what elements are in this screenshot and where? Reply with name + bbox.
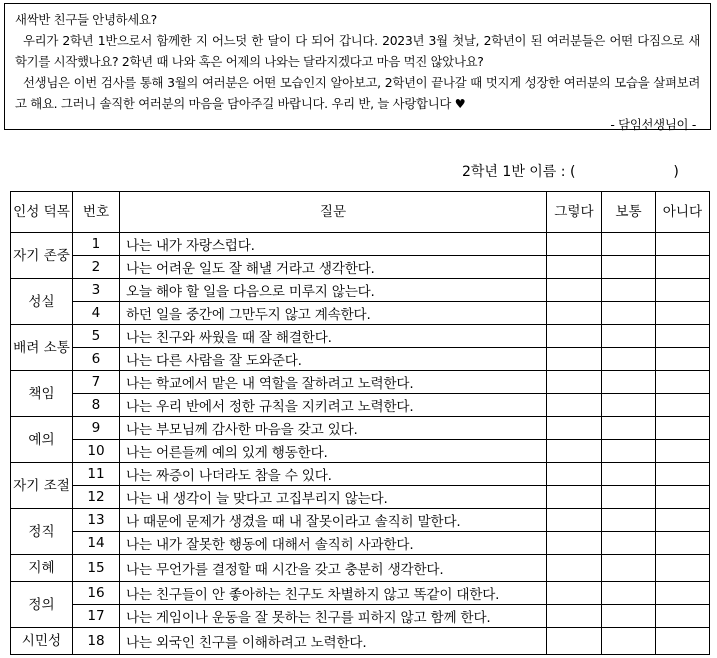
question-number: 8	[73, 394, 120, 417]
question-text: 오늘 해야 할 일을 다음으로 미루지 않는다.	[120, 279, 547, 302]
teacher-letter	[4, 3, 711, 130]
answer-no-cell[interactable]	[656, 348, 710, 371]
table-row	[11, 302, 710, 325]
trait-cell: 책임	[11, 371, 73, 417]
question-text: 나는 우리 반에서 정한 규칙을 지키려고 노력한다.	[120, 394, 547, 417]
question-text: 나는 학교에서 맡은 내 역할을 잘하려고 노력한다.	[120, 371, 547, 394]
table-row	[11, 233, 710, 256]
answer-neutral-cell[interactable]	[602, 371, 656, 394]
question-number: 4	[73, 302, 120, 325]
table-row	[11, 279, 710, 302]
answer-neutral-cell[interactable]	[602, 417, 656, 440]
answer-yes-cell[interactable]	[547, 532, 602, 555]
question-text: 나는 외국인 친구를 이해하려고 노력한다.	[120, 628, 547, 655]
trait-cell: 정직	[11, 509, 73, 555]
letter-greeting: 새싹반 친구들 안녕하세요?	[15, 12, 157, 27]
question-text: 나는 친구와 싸웠을 때 잘 해결한다.	[120, 325, 547, 348]
question-text: 나는 다른 사람을 잘 도와준다.	[120, 348, 547, 371]
answer-neutral-cell[interactable]	[602, 486, 656, 509]
answer-no-cell[interactable]	[656, 279, 710, 302]
answer-yes-cell[interactable]	[547, 325, 602, 348]
trait-cell: 자기 조절	[11, 463, 73, 509]
student-name-line	[462, 161, 712, 181]
answer-yes-cell[interactable]	[547, 417, 602, 440]
table-row	[11, 605, 710, 628]
question-text: 나는 어려운 일도 잘 해낼 거라고 생각한다.	[120, 256, 547, 279]
header-neutral: 보통	[602, 192, 656, 233]
question-text: 나는 내가 잘못한 행동에 대해서 솔직히 사과한다.	[120, 532, 547, 555]
answer-neutral-cell[interactable]	[602, 555, 656, 582]
table-row	[11, 417, 710, 440]
answer-no-cell[interactable]	[656, 628, 710, 655]
survey-table	[10, 191, 710, 655]
answer-yes-cell[interactable]	[547, 302, 602, 325]
answer-no-cell[interactable]	[656, 463, 710, 486]
answer-neutral-cell[interactable]	[602, 605, 656, 628]
question-number: 15	[73, 555, 120, 582]
answer-neutral-cell[interactable]	[602, 348, 656, 371]
answer-yes-cell[interactable]	[547, 394, 602, 417]
question-text: 하던 일을 중간에 그만두지 않고 계속한다.	[120, 302, 547, 325]
answer-no-cell[interactable]	[656, 256, 710, 279]
question-number: 1	[73, 233, 120, 256]
question-number: 6	[73, 348, 120, 371]
answer-no-cell[interactable]	[656, 302, 710, 325]
trait-cell: 배려 소통	[11, 325, 73, 371]
table-row	[11, 555, 710, 582]
table-row	[11, 348, 710, 371]
header-number: 번호	[73, 192, 120, 233]
answer-yes-cell[interactable]	[547, 348, 602, 371]
trait-cell: 자기 존중	[11, 233, 73, 279]
question-text: 나는 부모님께 감사한 마음을 갖고 있다.	[120, 417, 547, 440]
table-row	[11, 582, 710, 605]
trait-cell: 지혜	[11, 555, 73, 582]
question-text: 나는 내 생각이 늘 맞다고 고집부리지 않는다.	[120, 486, 547, 509]
letter-paragraph-2: 선생님은 이번 검사를 통해 3월의 여러분은 어떤 모습인지 알아보고, 2학년이 끝나갈 때 멋지게 성장한 여러분의 모습을 살펴보려고 해요. 그러니 솔직한 여러분의 마음을 담아주길 바랍니다. 우리 반, 늘 사랑합니다 ♥	[15, 75, 700, 111]
question-number: 18	[73, 628, 120, 655]
question-text: 나 때문에 문제가 생겼을 때 내 잘못이라고 솔직히 말한다.	[120, 509, 547, 532]
header-no: 아니다	[656, 192, 710, 233]
table-row	[11, 463, 710, 486]
answer-no-cell[interactable]	[656, 325, 710, 348]
question-number: 14	[73, 532, 120, 555]
answer-no-cell[interactable]	[656, 582, 710, 605]
letter-signature: - 담임선생님이 -	[610, 117, 696, 132]
question-text: 나는 내가 자랑스럽다.	[120, 233, 547, 256]
table-header-row	[11, 192, 710, 233]
answer-neutral-cell[interactable]	[602, 302, 656, 325]
answer-no-cell[interactable]	[656, 233, 710, 256]
question-number: 16	[73, 582, 120, 605]
question-number: 2	[73, 256, 120, 279]
answer-neutral-cell[interactable]	[602, 628, 656, 655]
student-name-close: )	[673, 164, 679, 180]
table-row	[11, 440, 710, 463]
table-row	[11, 486, 710, 509]
header-yes: 그렇다	[547, 192, 602, 233]
answer-yes-cell[interactable]	[547, 440, 602, 463]
survey-body	[11, 233, 710, 655]
question-text: 나는 게임이나 운동을 잘 못하는 친구를 피하지 않고 함께 한다.	[120, 605, 547, 628]
letter-paragraph-1: 우리가 2학년 1반으로서 함께한 지 어느덧 한 달이 다 되어 갑니다. 2023년 3월 첫날, 2학년이 된 여러분들은 어떤 다짐으로 새 학기를 시작했나요? 2학년 때 나와 혹은 어제의 나와는 달라지겠다고 마음 먹진 않았나요?	[15, 33, 700, 69]
table-row	[11, 371, 710, 394]
table-row	[11, 628, 710, 655]
answer-yes-cell[interactable]	[547, 233, 602, 256]
trait-cell: 시민성	[11, 628, 73, 655]
answer-no-cell[interactable]	[656, 509, 710, 532]
answer-yes-cell[interactable]	[547, 555, 602, 582]
question-number: 7	[73, 371, 120, 394]
question-text: 나는 친구들이 안 좋아하는 친구도 차별하지 않고 똑같이 대한다.	[120, 582, 547, 605]
question-number: 3	[73, 279, 120, 302]
table-row	[11, 325, 710, 348]
student-name-label: 2학년 1반 이름 : (	[462, 164, 576, 180]
header-question: 질문	[120, 192, 547, 233]
trait-cell: 예의	[11, 417, 73, 463]
answer-neutral-cell[interactable]	[602, 463, 656, 486]
answer-yes-cell[interactable]	[547, 605, 602, 628]
question-number: 11	[73, 463, 120, 486]
question-text: 나는 짜증이 나더라도 참을 수 있다.	[120, 463, 547, 486]
answer-neutral-cell[interactable]	[602, 256, 656, 279]
trait-cell: 정의	[11, 582, 73, 628]
answer-neutral-cell[interactable]	[602, 325, 656, 348]
answer-neutral-cell[interactable]	[602, 279, 656, 302]
answer-neutral-cell[interactable]	[602, 394, 656, 417]
answer-neutral-cell[interactable]	[602, 440, 656, 463]
answer-no-cell[interactable]	[656, 555, 710, 582]
table-row	[11, 509, 710, 532]
answer-yes-cell[interactable]	[547, 279, 602, 302]
answer-neutral-cell[interactable]	[602, 509, 656, 532]
answer-no-cell[interactable]	[656, 394, 710, 417]
answer-no-cell[interactable]	[656, 417, 710, 440]
answer-yes-cell[interactable]	[547, 256, 602, 279]
answer-yes-cell[interactable]	[547, 371, 602, 394]
answer-yes-cell[interactable]	[547, 486, 602, 509]
answer-no-cell[interactable]	[656, 371, 710, 394]
question-number: 9	[73, 417, 120, 440]
question-number: 5	[73, 325, 120, 348]
table-row	[11, 256, 710, 279]
table-row	[11, 394, 710, 417]
answer-no-cell[interactable]	[656, 440, 710, 463]
answer-yes-cell[interactable]	[547, 628, 602, 655]
answer-yes-cell[interactable]	[547, 509, 602, 532]
answer-neutral-cell[interactable]	[602, 233, 656, 256]
question-number: 17	[73, 605, 120, 628]
answer-no-cell[interactable]	[656, 532, 710, 555]
question-text: 나는 어른들께 예의 있게 행동한다.	[120, 440, 547, 463]
question-text: 나는 무언가를 결정할 때 시간을 갖고 충분히 생각한다.	[120, 555, 547, 582]
question-number: 13	[73, 509, 120, 532]
trait-cell: 성실	[11, 279, 73, 325]
answer-yes-cell[interactable]	[547, 582, 602, 605]
answer-no-cell[interactable]	[656, 486, 710, 509]
answer-no-cell[interactable]	[656, 605, 710, 628]
table-row	[11, 532, 710, 555]
answer-yes-cell[interactable]	[547, 463, 602, 486]
answer-neutral-cell[interactable]	[602, 532, 656, 555]
question-number: 10	[73, 440, 120, 463]
question-number: 12	[73, 486, 120, 509]
header-trait: 인성 덕목	[11, 192, 73, 233]
answer-neutral-cell[interactable]	[602, 582, 656, 605]
